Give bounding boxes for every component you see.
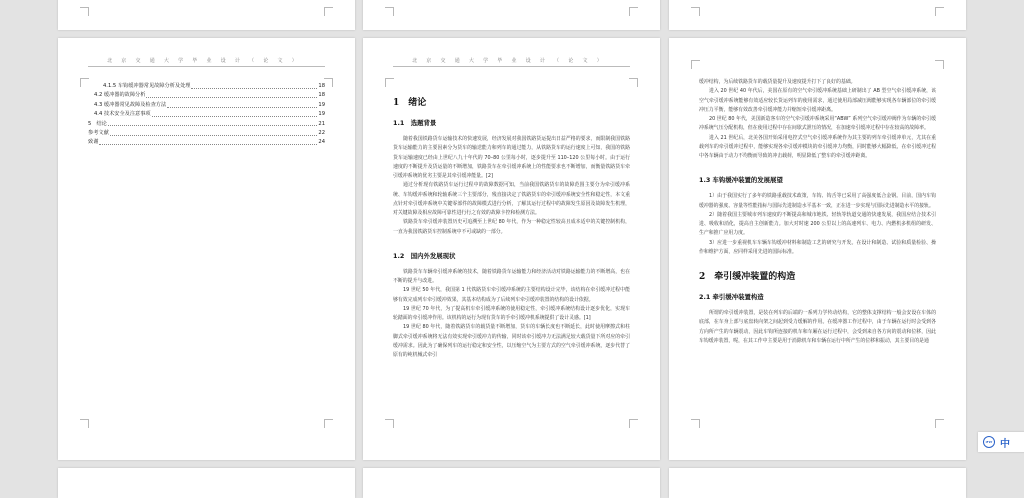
- page-bottom-left: [58, 468, 355, 498]
- section-heading: 1.2 国内外发展现状: [393, 251, 456, 260]
- crop-mark: [691, 419, 700, 428]
- paragraph: 缓冲结构，为后续铁路货车的载货量提升及速度提升打下了良好的基础。: [699, 79, 856, 85]
- section-heading: 1.1 选题背景: [393, 119, 437, 127]
- paragraph: 进入 20 世纪 40 年代后，美国在原有的空气牵引缓冲系统基础上研制出了 AB 型空气牵引缓冲系统，该空气牵引缓冲系统能够有效适应较长货运列车的使用需求，通过使用局部减压阀能够实现各车辆部位的牵引缓冲压力平衡，能够有效改善牵引缓冲能力并缩短牵引缓冲距离。: [699, 88, 936, 113]
- crop-mark: [935, 60, 944, 69]
- paragraph: 随着我国铁路货车运输技术的快速发展，经济发展对我国铁路货运提出日益严格的要求，而限制我国铁路货车运输能力的主要因素分为货车的输送能力和列车的通过能力，从铁路货车的运行速度上可知，我国的铁路货车运输速度已经由上世纪八九十年代的 70–80 公里每小时，逐步提升至 110–120 公里每小时。由于运行速度的不断提升及货运量的不断增加，铁路货车在牵引缓冲系统上的性能要求也不断增加，而衡量铁路货车牵引缓冲系统的优劣主要是其牵引缓冲能量。[2]: [393, 136, 630, 179]
- crop-mark: [80, 7, 89, 16]
- page-header: 北京交通大学毕业设计（论文）: [88, 57, 325, 67]
- toc-entry[interactable]: 参考文献 22: [88, 129, 325, 136]
- paragraph: 19 世纪 80 年代，随着铁路货车的载货量不断增加，货车的车辆长度也不断延长，此时使用摩擦式和柱脚式牵引缓冲系统将无法有效实现牵引缓冲力的传输，同时该牵引缓冲力无法满足较大载货量下所对应的牵引缓冲需求。因此为了确保列车的运行稳定和安全性，以压缩空气为主要方式的空气牵引缓冲系统，逐步代替了原有的纯机械式牵引: [393, 324, 630, 358]
- paragraph: 通过分析现有铁路货车运行过程中的故障数据可知，当前我国铁路货车的故障范围主要分为牵引缓冲系统、车钩缓冲系统和轮轴系统三个主要部分，残直接决定了铁路货车的牵引缓冲系统安全性和稳定性，本文重点针对牵引缓冲系统中关键零部件的故障模式进行分析，了解其运行过程中的故障发生原因及故障发生机理，对关键故障及相应故障可靠性进行行之有效的故障卡控和检测方法。: [393, 182, 630, 216]
- page-table-of-contents: [58, 38, 355, 460]
- crop-mark: [935, 419, 944, 428]
- toc-entry[interactable]: 4.2 缓冲器的故障分析 18: [94, 92, 325, 99]
- paragraph: 1）由于我国实行了多年的铁路重载技术政策，车钩、钩舌等已采用了高强度低合金钢。目前，国内车钩缓冲器的强度、容量等性能指标与国际先进制造水平基本一致，正在进一步实现与国际先进制造水平的接轨。: [699, 193, 936, 209]
- crop-mark: [385, 419, 394, 428]
- page-top-middle: [363, 0, 660, 30]
- page-chapter-1: [363, 38, 660, 460]
- crop-mark: [629, 78, 638, 87]
- page-body: [699, 78, 936, 346]
- toc-entry[interactable]: 5 结论 21: [88, 120, 325, 127]
- paragraph: 2）随着我国主要城市列车速度的不断提高和城市地铁、轻轨等轨道交通的快速发展，我国应结合技术引进、吸收和消化，提高自主创新能力。加大对时速 200 公里以上的高速列车、电力、内燃机多机组的研发、生产和推广应用力度。: [699, 211, 936, 237]
- toc-entry[interactable]: 致谢 24: [88, 139, 325, 146]
- crop-mark: [691, 60, 700, 69]
- paragraph: 19 世纪 50 年代，我国第 1 代铁路货车牵引缓冲系统的主要结构设计完毕，该结构在牵引缓冲过程中能够有效完成列车牵引缓冲效果，其基本结构成为了后续列车牵引缓冲装置的结构的设计依据。: [393, 287, 630, 303]
- crop-mark: [935, 7, 944, 16]
- page-body: [393, 86, 630, 360]
- crop-mark: [324, 7, 333, 16]
- page-header: 北京交通大学毕业设计（论文）: [393, 57, 630, 67]
- toc-entry[interactable]: 4.4 技术安全及注意事项 19: [94, 111, 325, 118]
- crop-mark: [80, 419, 89, 428]
- toc-entry[interactable]: 4.3 缓冲器常见故障及检查方法 19: [94, 101, 325, 108]
- crop-mark: [324, 78, 333, 87]
- page-top-left: [58, 0, 355, 30]
- crop-mark: [629, 419, 638, 428]
- crop-mark: [691, 7, 700, 16]
- toc-entry[interactable]: 4.1.5 车钩缓冲器常见故障分析及处理 18: [103, 82, 325, 89]
- section-heading: 2.1 牵引缓冲装置构造: [699, 293, 764, 301]
- crop-mark: [629, 7, 638, 16]
- paragraph: 铁路货车牵引缓冲装置历史可追溯至上世纪 80 年代，作为一种稳定性较高且成本适中的关键控制机构，一直为我国铁路货车控制系统中不可或缺的一部分。: [393, 219, 630, 235]
- paragraph: 进入 21 世纪后，北美各国开始采用电控式空气牵引缓冲系统作为其主要的列车牵引缓冲单元，尤其在重载列车的牵引缓冲过程中，能够实现各牵引缓冲模块的牵引缓冲力均衡，同时能够大幅降低，在牵引缓冲过程中各车辆由于动力不均衡而导致的冲击载荷，明显降低了整车的牵引缓冲距离。: [699, 134, 936, 159]
- page-bottom-middle: [363, 468, 660, 498]
- section-heading: 1.3 车钩缓冲装置的发展展望: [699, 176, 783, 185]
- page-chapter-1-continued: [669, 38, 966, 460]
- crop-mark: [324, 419, 333, 428]
- paragraph: 铁路货车车辆牵引缓冲系统的技术，随着铁路货车运输能力和经济活动对铁路运输能力的不断增高，也在不断的提升与改进。: [393, 268, 630, 284]
- chapter-heading: 1 绪论: [393, 98, 427, 108]
- chapter-heading: 2 牵引缓冲装置的构造: [699, 272, 796, 282]
- page-bottom-right: [669, 468, 966, 498]
- paragraph: 20 世纪 80 年代，美国新造客车的空气牵引缓冲系统采用“ABW” 系列空气牵引缓冲阀作为车辆的牵引缓冲系统气压分配机构，但在使用过程中存在间歇式泄压的情况，在加速牵引缓冲过程中存在较高的故障率。: [699, 116, 936, 132]
- ime-indicator[interactable]: [978, 432, 1024, 452]
- page-top-right: [669, 0, 966, 30]
- paragraph: 19 世纪 70 年代，为了提高机车牵引缓冲系统的使用稳定性，牵引缓冲系统结构设计逐步优化，实现车轮踏面的牵引缓冲作用。该机构的运行为现有货车的手牵引缓冲机系统提供了设计灵感。[1]: [393, 305, 630, 321]
- ime-mode-label[interactable]: 中: [1000, 438, 1010, 450]
- toc-list: [88, 82, 325, 148]
- paragraph: 3）应进一步重视机车车辆车钩缓冲材料和制造工艺的研究与开发。在设计和制造、试验和质量检验、操作和维护方面，应同样采用先进的国际标准。: [699, 239, 936, 255]
- crop-mark: [385, 7, 394, 16]
- paragraph: 所谓的牵引缓冲装置，是装在列车的后端的一系列力学传动结构，它的整体支撑结构一般会安设在车体的底部，在车身上部与底盘转向架之间起到受力缓解的作用。在缓冲器工作过程中，由于车辆在运行时会受到各方向所产生的车辆震动，因此车钩所连接的机车和车厢在运行过程中，会受到来自各方向的震动和位移，因此车钩缓冲装置，呢，在其工作中主要是用于消除机车和车辆在运行中所产生的位移和振动，其主要目的是通: [699, 310, 936, 344]
- ime-logo-icon: iFLY: [983, 436, 995, 448]
